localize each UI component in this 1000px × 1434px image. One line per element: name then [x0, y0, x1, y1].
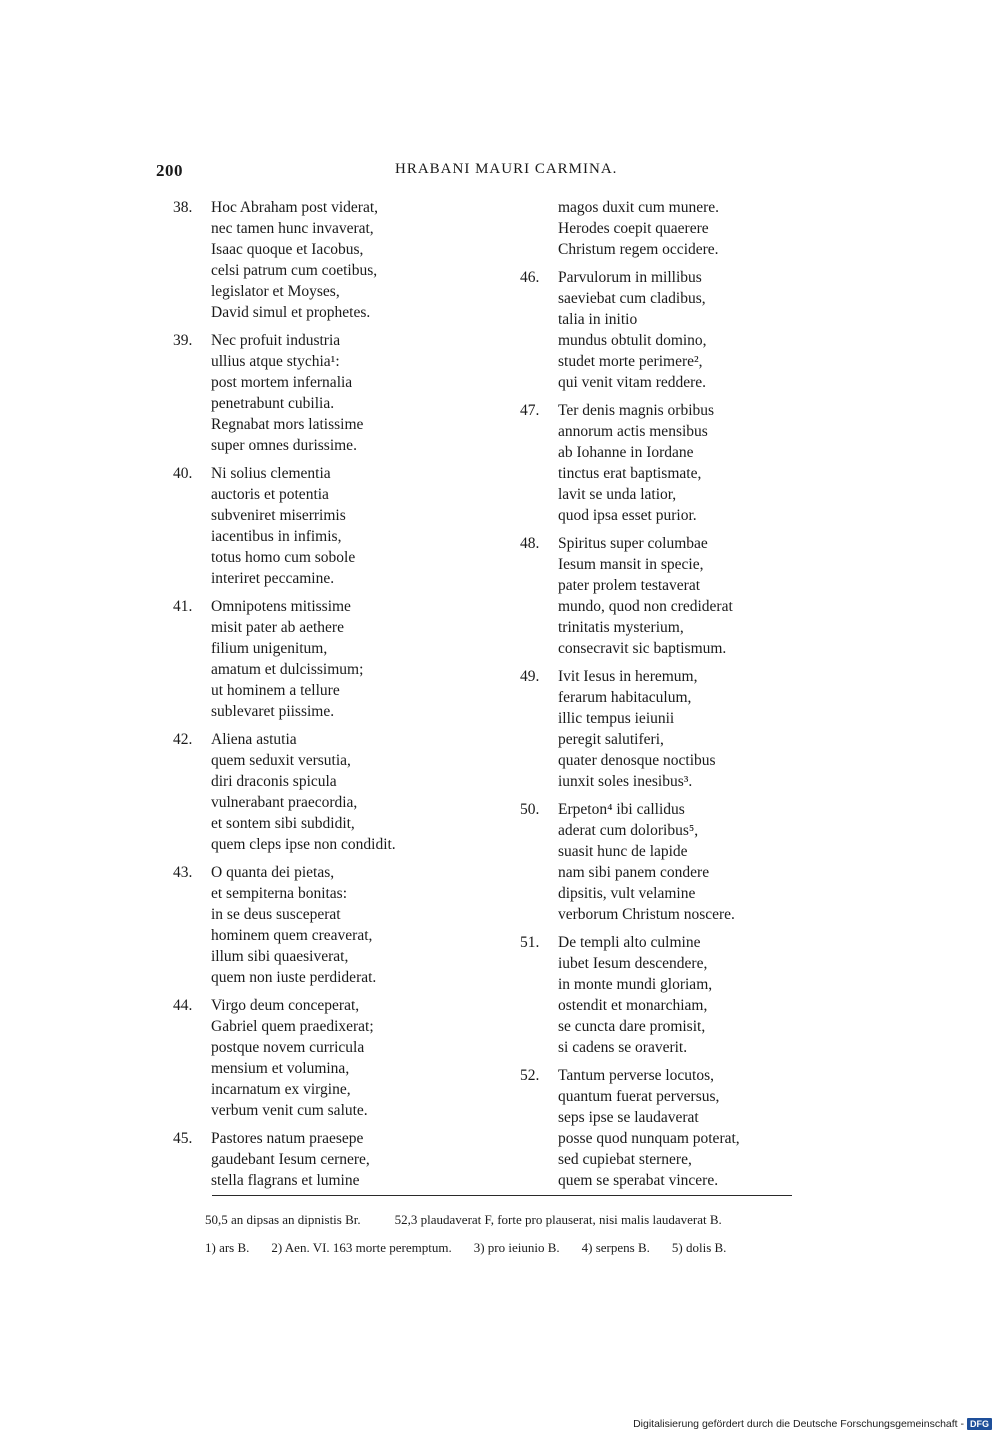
verse-line: tinctus erat baptismate, [558, 465, 702, 482]
verse-line: quem seduxit versutia, [211, 752, 351, 769]
strophe-number: 42. [173, 731, 193, 748]
strophe-lines [558, 400, 714, 526]
verse-line: totus homo cum sobole [211, 549, 356, 566]
verse-line: filium unigenitum, [211, 640, 328, 657]
verse-line: quantum fuerat perversus, [558, 1088, 720, 1105]
strophe-number: 49. [520, 668, 540, 685]
verse-line: mundo, quod non crediderat [558, 598, 733, 615]
strophe-lines [558, 932, 712, 1058]
right-column [520, 197, 820, 1198]
strophe [173, 463, 493, 589]
strophe-lines [558, 267, 707, 393]
verse-line: se cuncta dare promisit, [558, 1018, 706, 1035]
verse-line: Tantum perverse locutos, [558, 1067, 715, 1084]
digitization-note: Digitalisierung gefördert durch die Deutsche Forschungsgemeinschaft - [633, 1418, 964, 1430]
verse-line: Ter denis magnis orbibus [558, 402, 715, 419]
verse-line: mundus obtulit domino, [558, 332, 707, 349]
strophe [173, 995, 493, 1121]
verse-line: nec tamen hunc invaverat, [211, 220, 374, 237]
verse-line: Christum regem occidere. [558, 241, 719, 258]
strophe [173, 1128, 493, 1191]
verse-line: et sontem sibi subdidit, [211, 815, 355, 832]
verse-line: Regnabat mors latissime [211, 416, 364, 433]
critical-notes [205, 1212, 756, 1228]
verse-line: amatum et dulcissimum; [211, 661, 364, 678]
strophe-lines [211, 330, 363, 456]
strophe-lines [211, 197, 378, 323]
verse-line: Ivit Iesus in heremum, [558, 668, 698, 685]
verse-line: penetrabunt cubilia. [211, 395, 335, 412]
verse-line: illic tempus ieiunii [558, 710, 675, 727]
verse-line: quod ipsa esset purior. [558, 507, 697, 524]
strophe [520, 400, 820, 526]
verse-line: peregit salutiferi, [558, 731, 664, 748]
note: 5) dolis B. [671, 1240, 727, 1255]
strophe [173, 596, 493, 722]
verse-line: iunxit soles inesibus³. [558, 773, 693, 790]
strophe-number: 46. [520, 269, 540, 286]
verse-line: verbum venit cum salute. [211, 1102, 368, 1119]
strophe-lines [558, 666, 716, 792]
verse-line: pater prolem testaverat [558, 577, 701, 594]
strophe-number: 50. [520, 801, 540, 818]
verse-line: stella flagrans et lumine [211, 1172, 360, 1189]
note: 3) pro ieiunio B. [473, 1240, 560, 1255]
note: 52,3 plaudaverat F, forte pro plauserat, nisi malis laudaverat B. [394, 1212, 722, 1227]
verse-line: quem non iuste perdiderat. [211, 969, 377, 986]
verse-line: quem se sperabat vincere. [558, 1172, 719, 1189]
strophe [173, 197, 493, 323]
verse-line: nam sibi panem condere [558, 864, 710, 881]
verse-line: O quanta dei pietas, [211, 864, 335, 881]
verse-line: seps ipse se laudaverat [558, 1109, 699, 1126]
verse-line: consecravit sic baptismum. [558, 640, 727, 657]
strophe-lines [211, 463, 355, 589]
verse-line: incarnatum ex virgine, [211, 1081, 351, 1098]
verse-line: studet morte perimere², [558, 353, 703, 370]
running-head: HRABANI MAURI CARMINA. [395, 161, 618, 177]
verse-line: Hoc Abraham post viderat, [211, 199, 379, 216]
verse-line: sed cupiebat sternere, [558, 1151, 692, 1168]
strophe-lines [211, 995, 374, 1121]
verse-line: Pastores natum praesepe [211, 1130, 364, 1147]
strophe-number: 43. [173, 864, 193, 881]
strophe [173, 862, 493, 988]
verse-line: qui venit vitam reddere. [558, 374, 707, 391]
verse-line: post mortem infernalia [211, 374, 353, 391]
verse-line: mensium et volumina, [211, 1060, 350, 1077]
verse-line: legislator et Moyses, [211, 283, 340, 300]
strophe [173, 729, 493, 855]
verse-line: saeviebat cum cladibus, [558, 290, 706, 307]
verse-line: verborum Christum noscere. [558, 906, 735, 923]
verse-line: iacentibus in infimis, [211, 528, 342, 545]
footnotes [205, 1240, 748, 1256]
strophe-lines [558, 533, 733, 659]
verse-line: interiret peccamine. [211, 570, 335, 587]
note: 50,5 an dipsas an dipnistis Br. [205, 1212, 361, 1227]
strophe [520, 799, 820, 925]
strophe-number: 39. [173, 332, 193, 349]
note: 4) serpens B. [581, 1240, 650, 1255]
verse-line: Iesum mansit in specie, [558, 556, 704, 573]
continuation-lines [520, 197, 820, 260]
verse-line: Virgo deum conceperat, [211, 997, 360, 1014]
verse-line: ferarum habitaculum, [558, 689, 692, 706]
strophe-number: 51. [520, 934, 540, 951]
verse-line: in monte mundi gloriam, [558, 976, 713, 993]
verse-line: iubet Iesum descendere, [558, 955, 708, 972]
verse-line: in se deus susceperat [211, 906, 341, 923]
verse-line: et sempiterna bonitas: [211, 885, 348, 902]
verse-line: hominem quem creaverat, [211, 927, 373, 944]
verse-line: vulnerabant praecordia, [211, 794, 358, 811]
strophe-lines [558, 799, 735, 925]
verse-line: diri draconis spicula [211, 773, 337, 790]
verse-line: ab Iohanne in Iordane [558, 444, 694, 461]
strophe [520, 1065, 820, 1191]
strophe-lines [211, 596, 363, 722]
verse-line: annorum actis mensibus [558, 423, 708, 440]
strophe-number: 45. [173, 1130, 193, 1147]
verse-line: celsi patrum cum coetibus, [211, 262, 378, 279]
left-column [173, 197, 493, 1198]
verse-line: magos duxit cum munere. [558, 199, 719, 216]
strophe [520, 533, 820, 659]
verse-line: misit pater ab aethere [211, 619, 344, 636]
strophe-lines [211, 1128, 370, 1191]
verse-line: aderat cum doloribus⁵, [558, 822, 699, 839]
verse-line: De templi alto culmine [558, 934, 701, 951]
verse-line: postque novem curricula [211, 1039, 365, 1056]
verse-line: Erpeton⁴ ibi callidus [558, 801, 685, 818]
verse-line: Parvulorum in millibus [558, 269, 702, 286]
strophe-number: 47. [520, 402, 540, 419]
verse-line: trinitatis mysterium, [558, 619, 684, 636]
strophe-number: 41. [173, 598, 193, 615]
verse-line: Omnipotens mitissime [211, 598, 351, 615]
strophe [173, 330, 493, 456]
verse-line: talia in initio [558, 311, 638, 328]
page-number: 200 [156, 161, 183, 180]
note: 1) ars B. [205, 1240, 250, 1255]
verse-line: gaudebant Iesum cernere, [211, 1151, 370, 1168]
verse-line: ut hominem a tellure [211, 682, 340, 699]
dfg-logo: DFG [967, 1418, 992, 1430]
strophe-lines [211, 862, 376, 988]
verse-line: super omnes durissime. [211, 437, 357, 454]
verse-line: dipsitis, vult velamine [558, 885, 696, 902]
strophe [520, 267, 820, 393]
strophe-number: 38. [173, 199, 193, 216]
verse-line: Aliena astutia [211, 731, 297, 748]
verse-line: Ni solius clementia [211, 465, 331, 482]
strophe-lines [558, 1065, 740, 1191]
verse-line: sublevaret piissime. [211, 703, 335, 720]
verse-line: ullius atque stychia¹: [211, 353, 340, 370]
verse-line: Herodes coepit quaerere [558, 220, 709, 237]
verse-line: illum sibi quaesiverat, [211, 948, 349, 965]
verse-line: lavit se unda latior, [558, 486, 677, 503]
verse-line: auctoris et potentia [211, 486, 329, 503]
verse-line: Spiritus super columbae [558, 535, 708, 552]
verse-line: si cadens se oraverit. [558, 1039, 688, 1056]
digitization-credit [633, 1418, 992, 1430]
strophe [520, 666, 820, 792]
verse-line: quem cleps ipse non condidit. [211, 836, 396, 853]
verse-line: quater denosque noctibus [558, 752, 716, 769]
strophe-number: 44. [173, 997, 193, 1014]
verse-line: posse quod nunquam poterat, [558, 1130, 740, 1147]
verse-line: Gabriel quem praedixerat; [211, 1018, 374, 1035]
strophe-number: 48. [520, 535, 540, 552]
footnote-rule [212, 1195, 792, 1196]
strophe-lines [211, 729, 396, 855]
verse-line: Isaac quoque et Iacobus, [211, 241, 364, 258]
verse-line: suasit hunc de lapide [558, 843, 688, 860]
note: 2) Aen. VI. 163 morte peremptum. [271, 1240, 452, 1255]
verse-line: David simul et prophetes. [211, 304, 371, 321]
strophe [520, 932, 820, 1058]
verse-line: subveniret miserrimis [211, 507, 346, 524]
verse-line: Nec profuit industria [211, 332, 341, 349]
strophe-number: 52. [520, 1067, 540, 1084]
verse-line: ostendit et monarchiam, [558, 997, 708, 1014]
strophe-number: 40. [173, 465, 193, 482]
